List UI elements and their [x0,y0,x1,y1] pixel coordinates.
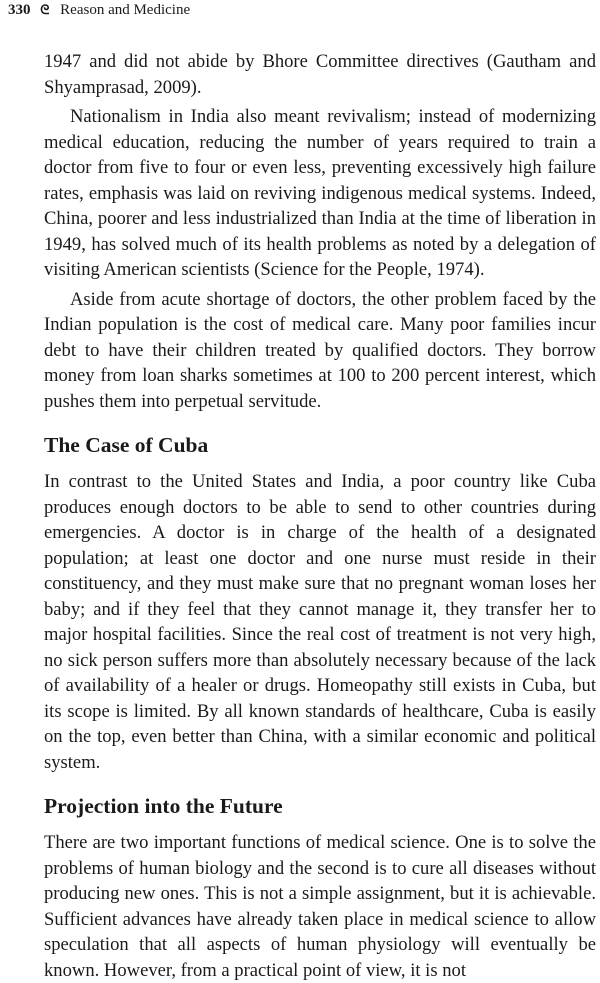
section-heading-future: Projection into the Future [44,794,283,818]
paragraph-cost-of-care: Aside from acute shortage of doctors, the other problem faced by the Indian population is the cost of medical care. Many poor families incur debt to have their children treated by qualified doctors. They borrow money from loan sharks sometimes at 100 to 200 percent interest, which pushes them into perpetual servitude. [44,288,596,412]
ornament-icon: ᘓ [40,2,49,17]
paragraph-cuba: In contrast to the United States and India, a poor country like Cuba produces enough doctors to be able to send to other countries during emergencies. A doctor is in charge of the health of a designated population; at least one doctor and one nurse must reside in their constituency, and they must make sure that no pregnant woman loses her baby; and if they feel that they cannot manage it, they transfer her to major hospital facilities. Since the real cost of treatment is not very high, no sick person suffers more than absolutely necessary because of the lack of availability of a healer or drugs. Homeopathy still exists in Cuba, but its scope is limited. By all known standards of healthcare, Cuba is easily on the top, even better than China, with a similar economic and political system. [44,471,596,773]
section-heading-cuba: The Case of Cuba [44,433,209,457]
page-number: 330 [8,2,31,18]
paragraph-continued: 1947 and did not abide by Bhore Committee directives (Gautham and Shyamprasad, 2009). [44,51,596,98]
running-title: Reason and Medicine [60,2,191,18]
body-text [44,49,596,983]
paragraph-future: There are two important functions of medical science. One is to solve the problems of human biology and the second is to cure all diseases without producing new ones. This is not a simple assignment, but it is achievable. Sufficient advances have already taken place in medical science to allow speculation that all aspects of human physiology will eventually be known. However, from a practical point of view, it is not [44,832,596,981]
paragraph-nationalism: Nationalism in India also meant revivalism; instead of modernizing medical education, reducing the number of years required to train a doctor from five to four or even less, preventing excessively high failure rates, emphasis was laid on reviving indigenous medical systems. Indeed, China, poorer and less industrialized than India at the time of liberation in 1949, has solved much of its health problems as noted by a delegation of visiting American scientists (Science for the People, 1974). [44,106,596,280]
running-header [8,1,190,19]
